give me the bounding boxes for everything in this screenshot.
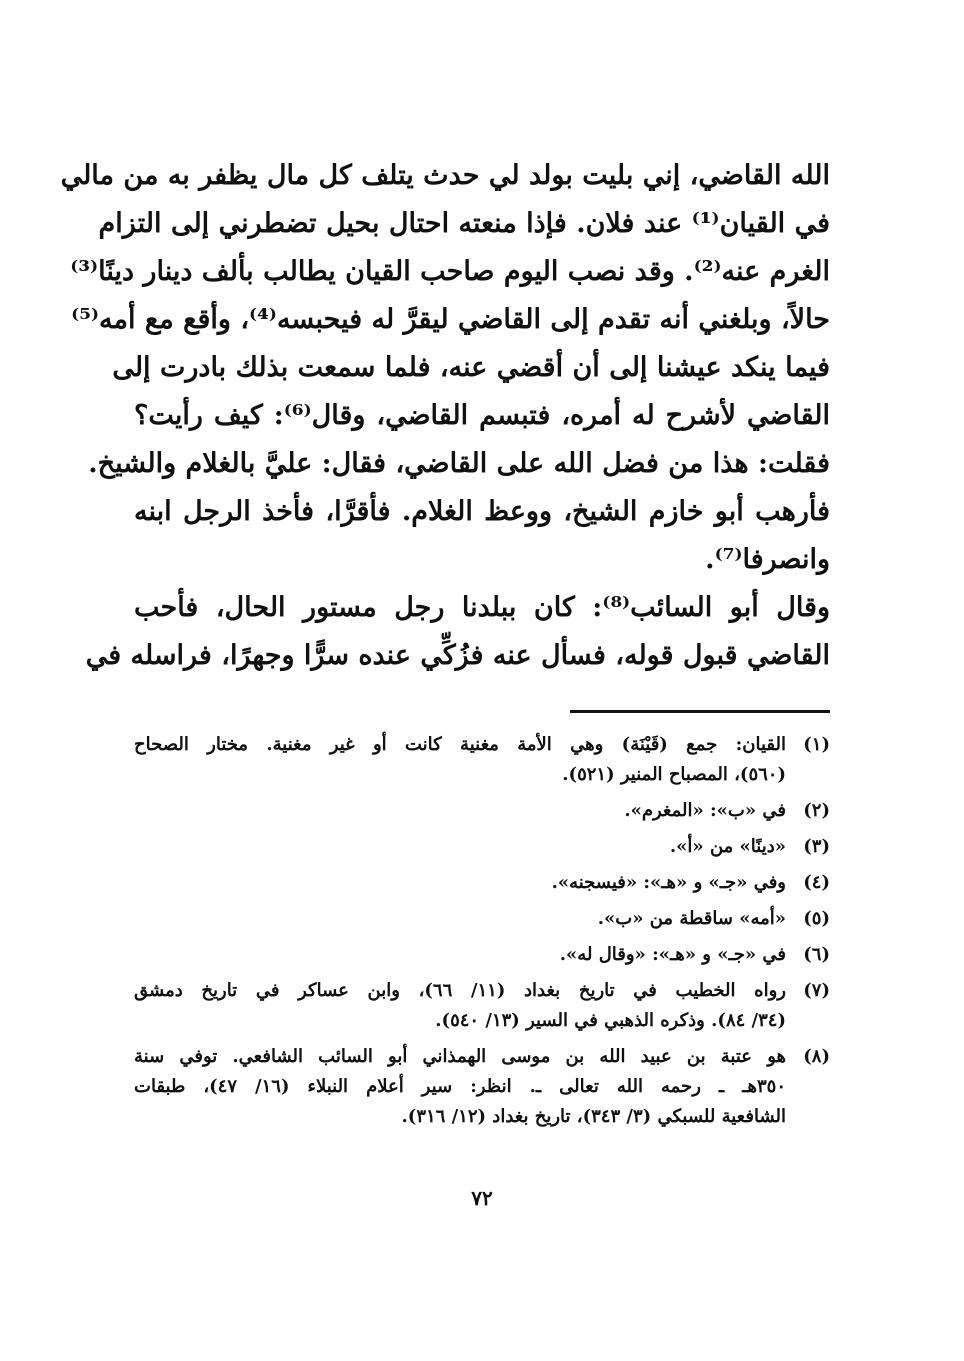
text-line: الله القاضي، إني بليت بولد لي حدث يتلف كل مال يظفر به من مالي xyxy=(60,160,830,191)
footnote-line: ٣٥٠هـ ـ رحمه الله تعالى ـ. انظر: سير أعلام النبلاء (١٦/ ٤٧)، طبقات xyxy=(134,1076,786,1097)
text-line: فيما ينكد عيشنا إلى أن أقضي عنه، فلما سمعت بذلك بادرت إلى xyxy=(112,352,830,383)
footnote-line: (٣٤/ ٨٤). وذكره الذهبي في السير (١٣/ ٥٤٠). xyxy=(435,1010,786,1031)
footnote-3 xyxy=(134,832,830,862)
text-line: فقلت: هذا من فضل الله على القاضي، فقال: عليَّ بالغلام والشيخ. xyxy=(88,448,830,479)
footnote-line: رواه الخطيب في تاريخ بغداد (١١/ ٦٦)، وابن عساكر في تاريخ دمشق xyxy=(134,980,786,1001)
footnote-line: «دينًا» من «أ». xyxy=(669,836,786,857)
text-line: الغرم عنه⁽²⁾. وقد نصب اليوم صاحب القيان يطالب بألف دينار دينًا⁽³⁾ xyxy=(70,256,830,287)
footnote-number: (٥) xyxy=(803,908,830,929)
footnote-8 xyxy=(134,1042,830,1132)
text-line: فأرهب أبو خازم الشيخ، ووعظ الغلام. فأقرَّا، فأخذ الرجل ابنه xyxy=(134,496,830,527)
footnote-line: «أمه» ساقطة من «ب». xyxy=(597,908,786,929)
text-line: وقال أبو السائب⁽⁸⁾: كان ببلدنا رجل مستور الحال، فأحب xyxy=(134,592,830,623)
footnote-4 xyxy=(134,868,830,898)
main-paragraph-2 xyxy=(85,584,830,680)
footnote-line: (٥٦٠)، المصباح المنير (٥٢١). xyxy=(562,764,786,785)
footnote-1 xyxy=(134,730,830,790)
footnote-2 xyxy=(134,796,830,826)
footnote-5 xyxy=(134,904,830,934)
footnote-6 xyxy=(134,940,830,970)
footnotes xyxy=(134,730,830,1138)
footnote-line: وفي «جـ» و «هـ»: «فيسجنه». xyxy=(551,872,786,893)
footnote-7 xyxy=(134,976,830,1036)
footnote-number: (٤) xyxy=(803,872,830,893)
page-number: ٧٢ xyxy=(471,1186,493,1210)
text-line: في القيان⁽¹⁾ عند فلان. فإذا منعته احتال بحيل تضطرني إلى التزام xyxy=(98,208,830,239)
footnote-number: (٢) xyxy=(803,800,830,821)
footnote-line: في «جـ» و «هـ»: «وقال له». xyxy=(559,944,786,965)
footnote-number: (٣) xyxy=(803,836,830,857)
text-line: وانصرفا⁽⁷⁾. xyxy=(705,544,830,575)
footnote-line: الشافعية للسبكي (٣/ ٣٤٣)، تاريخ بغداد (١٢/ ٣١٦). xyxy=(401,1106,786,1127)
footnote-number: (٦) xyxy=(803,944,830,965)
text-line: القاضي قبول قوله، فسأل عنه فزُكِّي عنده سرًّا وجهرًا، فراسله في xyxy=(85,640,830,671)
footnote-line: في «ب»: «المغرم». xyxy=(624,800,786,821)
footnote-number: (٧) xyxy=(803,980,830,1001)
footnote-number: (١) xyxy=(803,734,830,755)
footnote-line: القيان: جمع (قَيْنَة) وهي الأمة مغنية كانت أو غير مغنية. مختار الصحاح xyxy=(134,734,786,755)
text-line: القاضي لأشرح له أمره، فتبسم القاضي، وقال⁽⁶⁾: كيف رأيت؟ xyxy=(134,400,830,431)
text-line: حالاً، وبلغني أنه تقدم إلى القاضي ليقرَّ له فيحبسه⁽⁴⁾، وأقع مع أمه⁽⁵⁾ xyxy=(71,304,830,335)
footnote-separator xyxy=(570,710,830,713)
main-paragraph-1 xyxy=(60,152,830,584)
footnote-line: هو عتبة بن عبيد الله بن موسى الهمذاني أبو السائب الشافعي. توفي سنة xyxy=(134,1046,786,1067)
footnote-number: (٨) xyxy=(803,1046,830,1067)
